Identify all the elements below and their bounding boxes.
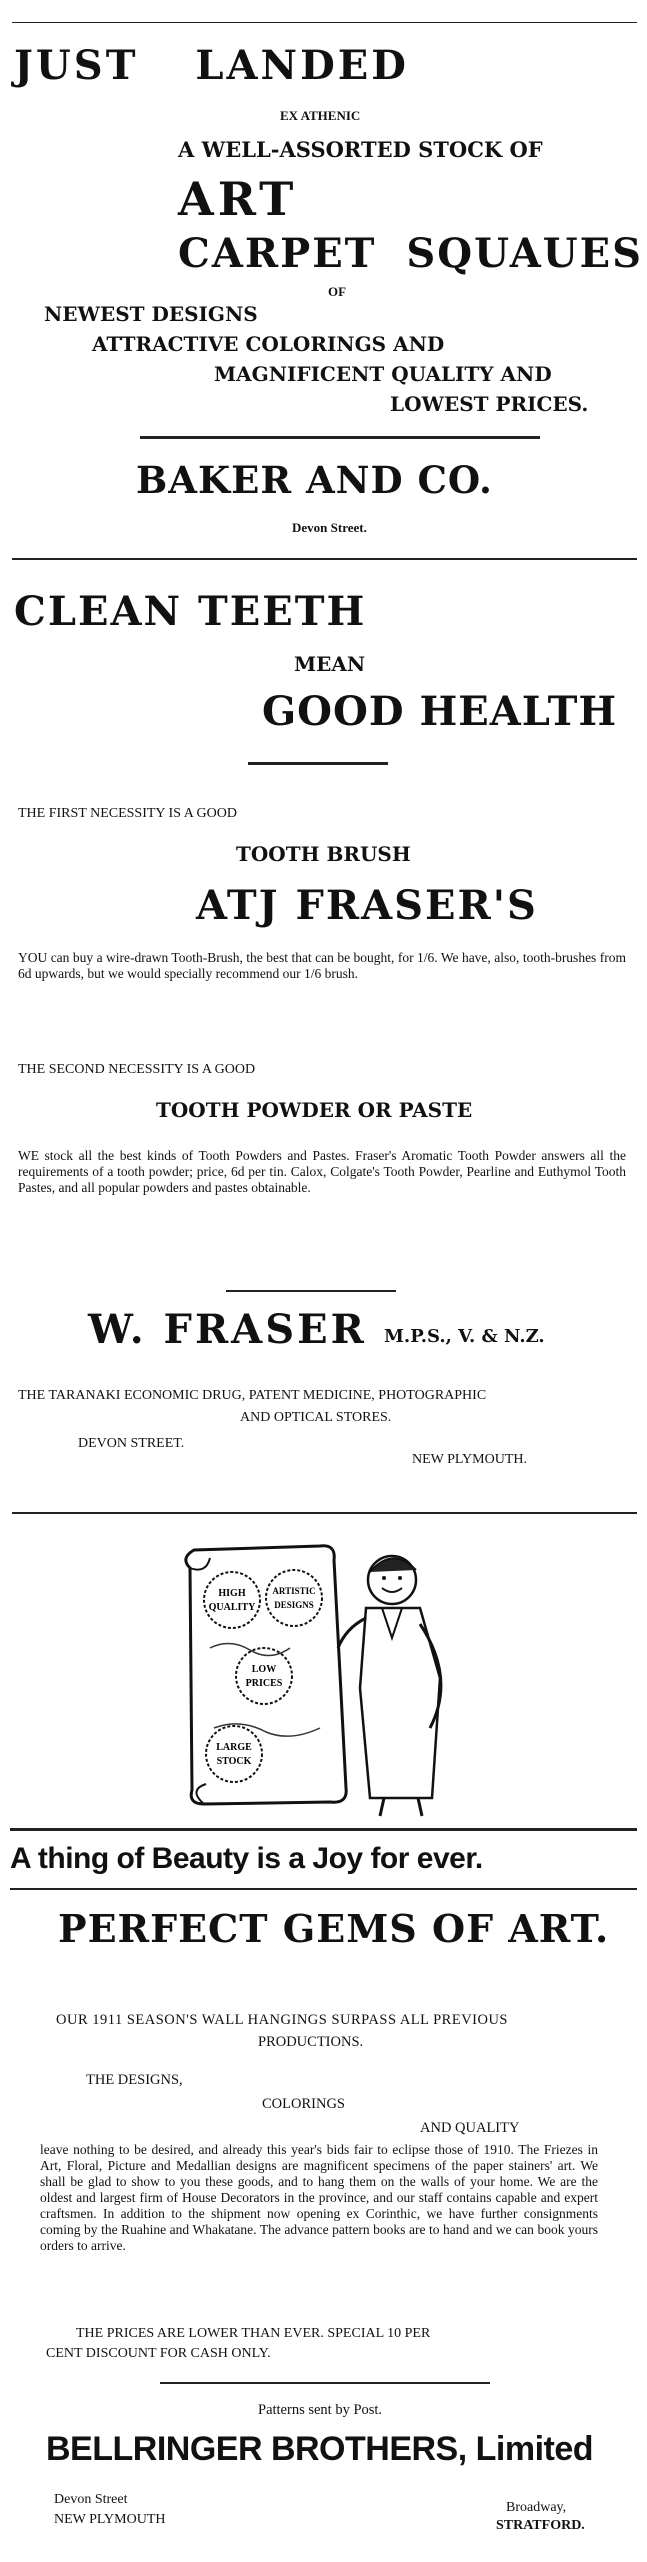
ad1-ex-ship: EX ATHENIC — [280, 108, 361, 123]
ad2-store-line-1: THE TARANAKI ECONOMIC DRUG, PATENT MEDICINE, PHOTOGRAPHIC — [18, 1388, 487, 1403]
ad3-address-right-1: Broadway, — [506, 2500, 567, 2515]
ad3-illustration — [170, 1528, 470, 1818]
ad3-prices-line-2: CENT DISCOUNT FOR CASH ONLY. — [46, 2346, 271, 2361]
ad1-stock-line: A WELL-ASSORTED STOCK OF — [178, 137, 543, 162]
ad3-address-left-1: Devon Street — [54, 2492, 128, 2507]
ad3-address-right-2: STRATFORD. — [496, 2518, 585, 2533]
top-rule — [12, 22, 637, 23]
ad3-title: PERFECT GEMS OF ART. — [58, 1906, 610, 1951]
ad1-feature-4: LOWEST PRICES. — [390, 392, 589, 416]
ad1-feature-3: MAGNIFICENT QUALITY AND — [214, 362, 552, 386]
ad3-body-paragraph: leave nothing to be desired, and already this year's bids fair to eclipse those of 1910. The Friezes in Art, Floral, Picture and Medallian designs are magnificent specimens of the paper stainers' art. We shall be glad to show to you these goods, and to hang them on the walls of your home. We are the oldest and largest firm of House Decorators in the province, and our staff contains capable and expert craftsmen. In addition to the shipment now opening ex Corinthic, we have further consignments coming by the Ruahine and Whakatane. The advance pattern books are to hand and we can book yours orders to arrive. — [40, 2142, 598, 2253]
ad3-prices-line-1: THE PRICES ARE LOWER THAN EVER. SPECIAL 10 PER — [76, 2326, 431, 2341]
illus-label-stock: STOCK — [216, 1756, 252, 1767]
illus-label-low: LOW — [251, 1664, 277, 1675]
ad1-divider — [140, 436, 540, 439]
ad2-headline-clean-teeth: CLEAN TEETH — [14, 588, 367, 635]
ad1-of: OF — [328, 284, 347, 299]
ad2-credentials: M.P.S., V. & N.Z. — [384, 1326, 545, 1347]
ad2-headline-mean: MEAN — [294, 652, 366, 676]
ad2-first-necessity: THE FIRST NECESSITY IS A GOOD — [18, 806, 237, 821]
ad3-season-line-2: PRODUCTIONS. — [258, 2034, 364, 2050]
ad2-short-rule — [248, 762, 388, 765]
ad2-tooth-powder: TOOTH POWDER OR PASTE — [156, 1098, 473, 1122]
decorator-with-wallpaper-roll-illustration — [170, 1528, 470, 1818]
ad2-paragraph-powder: WE stock all the best kinds of Tooth Powders and Pastes. Fraser's Aromatic Tooth Powder answers all the requirements of a tooth powder; price, 6d per tin. Calox, Colgate's Tooth Powder, Pearline and Euthymol Tooth Pastes, and all popular powders and pastes obtainable. — [18, 1148, 626, 1195]
illus-label-high: HIGH — [218, 1588, 246, 1599]
ad2-town: NEW PLYMOUTH. — [412, 1452, 528, 1467]
ad3-slogan: A thing of Beauty is a Joy for ever. — [10, 1842, 483, 1875]
illus-label-quality: QUALITY — [208, 1602, 256, 1613]
ad1-feature-2: ATTRACTIVE COLORINGS AND — [92, 332, 445, 356]
illus-label-designs: DESIGNS — [274, 1600, 314, 1610]
ad2-paragraph-brush: YOU can buy a wire-drawn Tooth-Brush, the best that can be bought, for 1/6. We have, also, tooth-brushes from 6d upwards, but we would specially recommend our 1/6 brush. — [18, 950, 626, 981]
illus-label-artistic: ARTISTIC — [272, 1586, 316, 1596]
ad1-feature-1: NEWEST DESIGNS — [44, 302, 258, 326]
ad2-second-necessity: THE SECOND NECESSITY IS A GOOD — [18, 1062, 256, 1077]
ad1-product-carpet: CARPET SQUAUES — [178, 230, 644, 277]
ad3-company: BELLRINGER BROTHERS, Limited — [46, 2430, 594, 2468]
illus-label-prices: PRICES — [245, 1678, 283, 1689]
ad2-name: W. FRASER — [88, 1306, 367, 1353]
ad-separator-1 — [12, 558, 637, 560]
ad2-store-line-2: AND OPTICAL STORES. — [240, 1410, 392, 1425]
ad3-colorings: COLORINGS — [262, 2096, 345, 2112]
ad3-patterns: Patterns sent by Post. — [258, 2402, 383, 2418]
ad3-slogan-underline — [10, 1888, 637, 1890]
ad3-patterns-rule — [160, 2382, 490, 2384]
illus-label-large: LARGE — [216, 1742, 252, 1753]
ad2-headline-good-health: GOOD HEALTH — [262, 688, 618, 735]
ad2-tooth-brush: TOOTH BRUSH — [236, 842, 411, 866]
ad1-headline: JUST LANDED — [14, 42, 409, 89]
ad1-address: Devon Street. — [292, 520, 367, 535]
ad2-street: DEVON STREET. — [78, 1436, 185, 1451]
ad1-product-art: ART — [178, 172, 298, 226]
ad2-at-frasers: ATJ FRASER'S — [196, 882, 538, 929]
ad1-company: BAKER AND CO. — [136, 458, 493, 502]
ad3-designs: THE DESIGNS, — [86, 2072, 183, 2088]
ad3-season-line-1: OUR 1911 SEASON'S WALL HANGINGS SURPASS ALL PREVIOUS — [56, 2012, 509, 2028]
ad-separator-2 — [12, 1512, 637, 1514]
ad3-quality: AND QUALITY — [420, 2120, 520, 2136]
ad2-name-rule — [226, 1290, 396, 1292]
ad3-address-left-2: NEW PLYMOUTH — [54, 2512, 166, 2527]
ad3-slogan-rule — [10, 1828, 637, 1831]
